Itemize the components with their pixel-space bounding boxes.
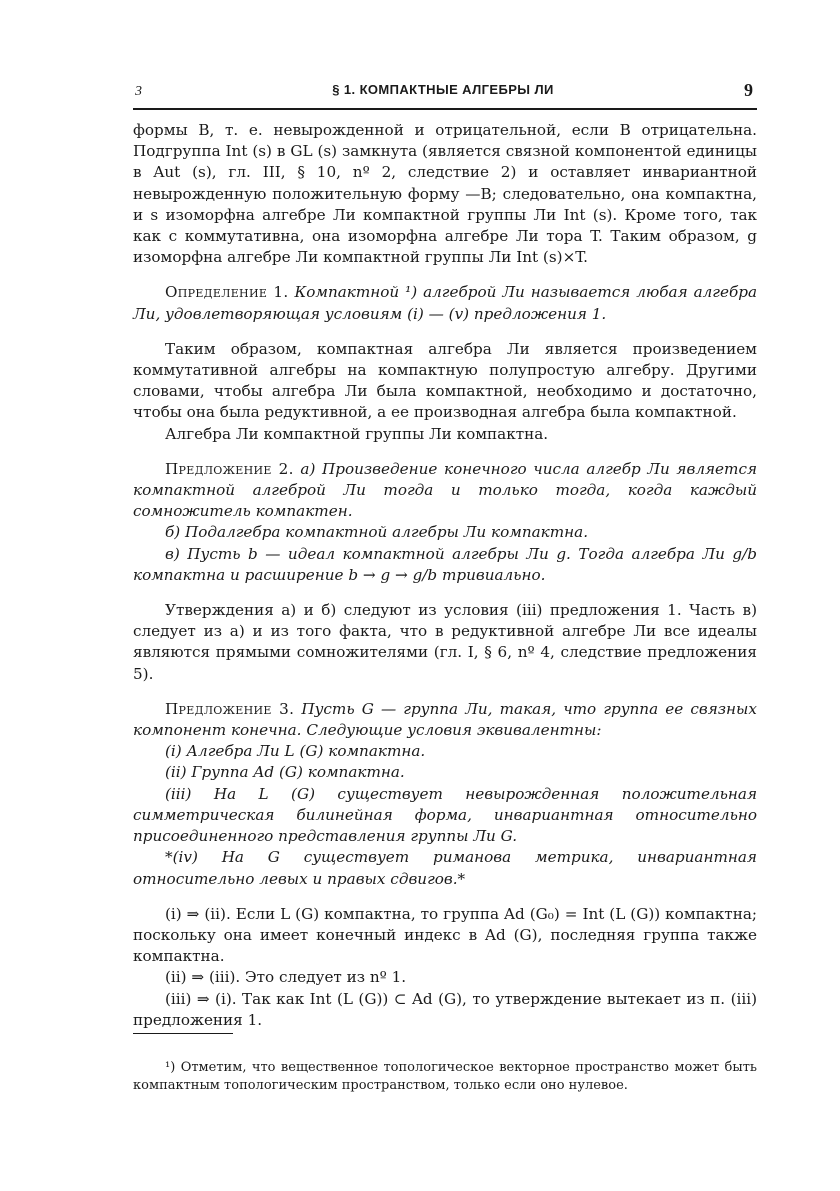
proposition-2-b: б) Подалгебра компактной алгебры Ли компактна.	[165, 523, 589, 542]
header-left-mark: 3	[135, 84, 142, 99]
proof-step-3: (iii) ⇒ (i). Так как Int (L (G)) ⊂ Ad (G), то утверждение вытекает из п. (iii) предложения 1.	[133, 989, 757, 1029]
header-title: § 1. КОМПАКТНЫЕ АЛГЕБРЫ ЛИ	[332, 82, 554, 97]
proposition-3-item-iv: *(iv) На G существует риманова метрика, инвариантная относительно левых и правых сдвигов.*	[133, 848, 757, 888]
footnote: ¹) Отметим, что вещественное топологическое векторное пространство может быть компактным топологическим пространством, только если оно нулевое.	[133, 1060, 757, 1093]
running-header	[133, 80, 753, 104]
proposition-2-a-text: а) Произведение конечного числа алгебр Ли является компактной алгеброй Ли тогда и только тогда, когда каждый сомножитель компактен.	[133, 459, 758, 521]
definition-1-label: Определение 1.	[165, 283, 289, 302]
page-number: 9	[744, 80, 753, 100]
proposition-3-item-i: (i) Алгебра Ли L (G) компактна.	[165, 742, 426, 761]
proposition-3-item-iii: (iii) На L (G) существует невырожденная положительная симметрическая билинейная форма, инвариантная относительно присоединенного представления группы Ли G.	[133, 784, 757, 846]
proposition-3-intro	[133, 699, 757, 741]
paragraph-compact-summary: Таким образом, компактная алгебра Ли является произведением коммутативной алгебры на компактную полупростую алгебру. Другими словами, чтобы алгебра Ли была компактной, необходимо и достаточно, чтобы она была редуктивной, а ее производная алгебра была компактной.	[133, 339, 757, 422]
proposition-2-a	[133, 459, 757, 523]
footnote-rule	[133, 1033, 233, 1034]
proof-step-2: (ii) ⇒ (iii). Это следует из nº 1.	[165, 968, 407, 987]
main-text	[133, 120, 757, 1031]
definition-1-text: Компактной ¹) алгеброй Ли называется любая алгебра Ли, удовлетворяющая условиям (i) — (v) предложения 1.	[133, 283, 758, 323]
header-rule	[133, 108, 757, 110]
paragraph-compact-group: Алгебра Ли компактной группы Ли компактна.	[165, 424, 549, 443]
proposition-3-item-ii: (ii) Группа Ad (G) компактна.	[165, 763, 405, 782]
proposition-3-label: Предложение 3.	[165, 699, 295, 718]
paragraph-forms: формы B, т. е. невырожденной и отрицательной, если B отрицательна. Подгруппа Int (s) в GL (s) замкнута (является связной компонентой единицы в Aut (s), гл. III, § 10, nº 2, следствие 2) и оставляет инвариантной невырожденную положительную форму —B; следовательно, она компактна, и s изоморфна алгебре Ли компактной группы Ли Int (s). Кроме того, так как c коммутативна, она изоморфна алгебре Ли тора T. Таким образом, g изоморфна алгебре Ли компактной группы Ли Int (s)×T.	[133, 121, 757, 267]
proposition-3-intro-text: Пусть G — группа Ли, такая, что группа ее связных компонент конечна. Следующие условия эквивалентны:	[133, 699, 757, 740]
proposition-2-label: Предложение 2.	[165, 459, 294, 478]
paragraph-proof-prop-2: Утверждения а) и б) следуют из условия (iii) предложения 1. Часть в) следует из а) и из того факта, что в редуктивной алгебре Ли все идеалы являются прямыми сомножителями (гл. I, § 6, nº 4, следствие предложения 5).	[133, 601, 757, 683]
proof-step-1: (i) ⇒ (ii). Если L (G) компактна, то группа Ad (G₀) = Int (L (G)) компактна; поскольку она имеет конечный индекс в Ad (G), последняя группа также компактна.	[133, 904, 757, 966]
proposition-2-c: в) Пусть b — идеал компактной алгебры Ли g. Тогда алгебра Ли g/b компактна и расширение b → g → g/b тривиально.	[133, 544, 757, 584]
definition-1	[133, 282, 757, 324]
